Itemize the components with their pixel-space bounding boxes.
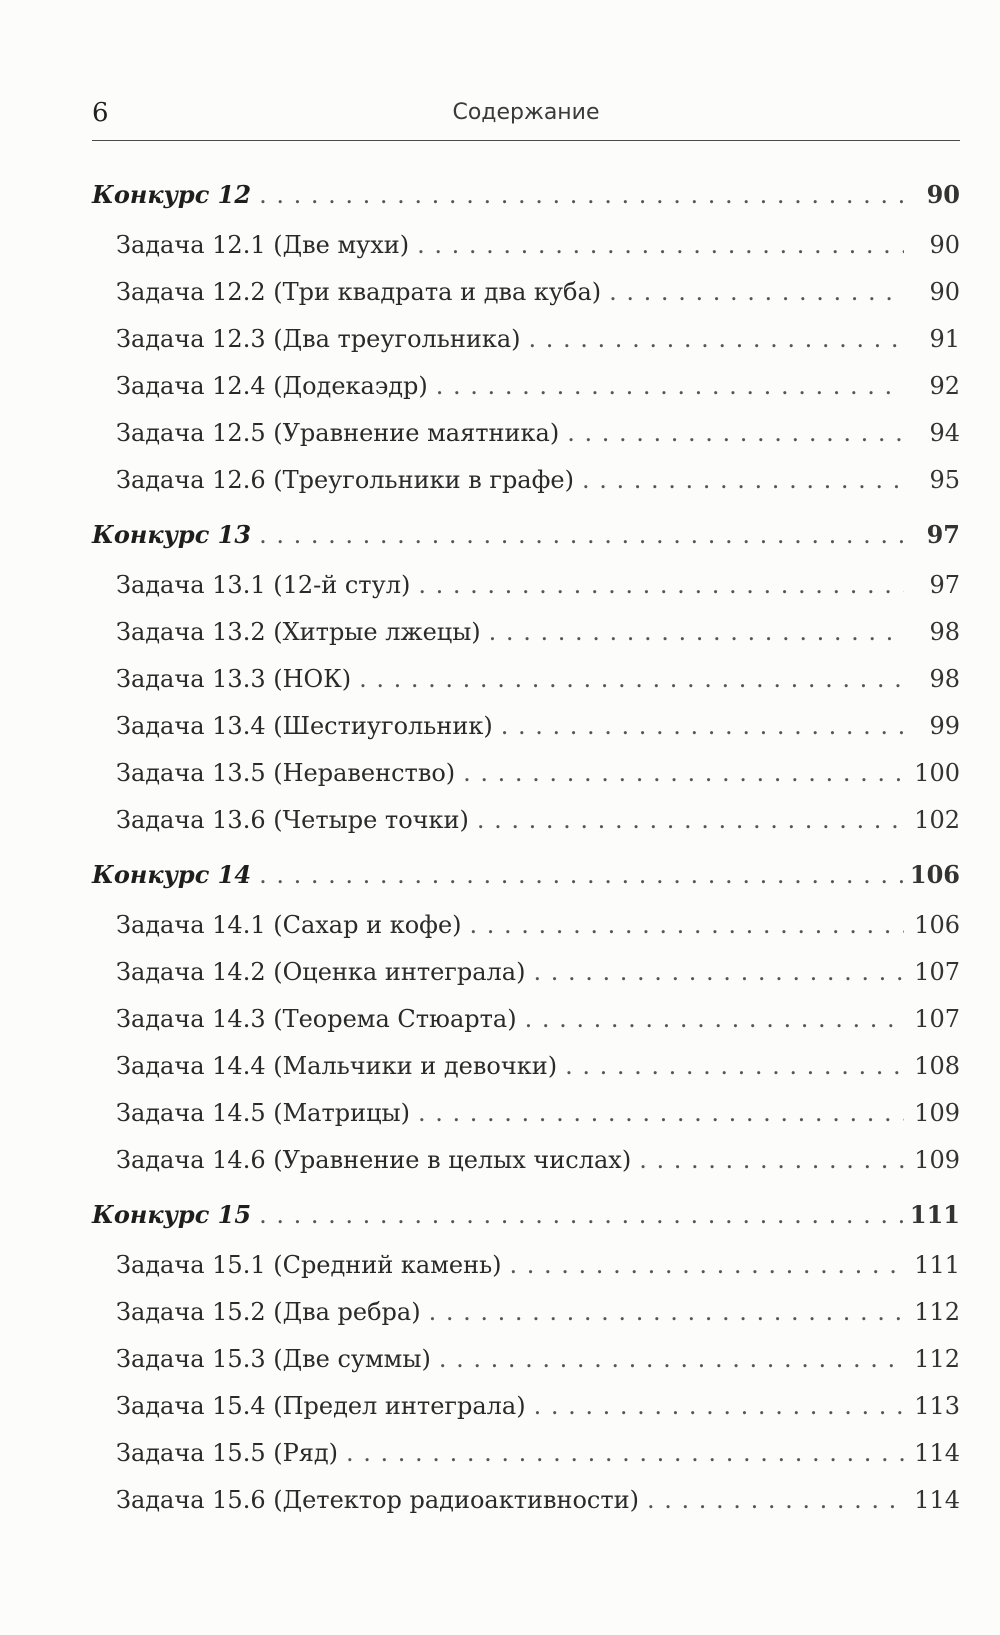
problem-entry[interactable] (92, 1043, 960, 1090)
problem-entry[interactable] (92, 222, 960, 269)
problem-title: Задача 15.2 (Два ребра) (116, 1298, 421, 1326)
dot-leader (436, 363, 904, 410)
dot-leader (418, 1090, 904, 1137)
problem-entry[interactable] (92, 797, 960, 844)
table-of-contents (92, 168, 960, 1528)
problem-entry[interactable] (92, 562, 960, 609)
problem-title: Задача 14.4 (Мальчики и девочки) (116, 1052, 558, 1080)
problem-entry[interactable] (92, 1383, 960, 1430)
problem-entry[interactable] (92, 902, 960, 949)
problem-entry[interactable] (92, 609, 960, 656)
running-head: Содержание (452, 100, 600, 125)
contest-title: Конкурс 15 (92, 1200, 252, 1229)
contest-title: Конкурс 12 (92, 180, 252, 209)
problem-title: Задача 15.4 (Предел интеграла) (116, 1392, 526, 1420)
dot-leader (501, 703, 904, 750)
problem-page: 90 (929, 278, 960, 306)
dot-leader (470, 902, 904, 949)
problem-title: Задача 13.5 (Неравенство) (116, 759, 456, 787)
problem-page: 97 (929, 571, 960, 599)
problem-title: Задача 12.3 (Два треугольника) (116, 325, 521, 353)
dot-leader (533, 949, 904, 996)
dot-leader (534, 1383, 904, 1430)
problem-title: Задача 12.4 (Додекаэдр) (116, 372, 428, 400)
problem-entry[interactable] (92, 1336, 960, 1383)
problem-title: Задача 14.5 (Матрицы) (116, 1099, 410, 1127)
dot-leader (346, 1430, 904, 1477)
problem-page: 92 (929, 372, 960, 400)
problem-title: Задача 13.1 (12-й стул) (116, 571, 411, 599)
problem-title: Задача 15.5 (Ряд) (116, 1439, 339, 1467)
dot-leader (259, 1188, 904, 1242)
contest-entry[interactable] (92, 848, 960, 902)
dot-leader (359, 656, 904, 703)
problem-entry[interactable] (92, 949, 960, 996)
problem-entry[interactable] (92, 1242, 960, 1289)
problem-title: Задача 12.2 (Три квадрата и два куба) (116, 278, 602, 306)
dot-leader (525, 996, 904, 1043)
problem-entry[interactable] (92, 316, 960, 363)
problem-title: Задача 15.3 (Две суммы) (116, 1345, 431, 1373)
problem-entry[interactable] (92, 1430, 960, 1477)
contest-page: 90 (926, 180, 960, 209)
problem-title: Задача 13.4 (Шестиугольник) (116, 712, 493, 740)
problem-page: 91 (929, 325, 960, 353)
contest-title: Конкурс 14 (92, 860, 252, 889)
dot-leader (647, 1477, 904, 1524)
problem-entry[interactable] (92, 1137, 960, 1184)
problem-title: Задача 14.6 (Уравнение в целых числах) (116, 1146, 632, 1174)
contest-entry[interactable] (92, 508, 960, 562)
problem-entry[interactable] (92, 1477, 960, 1524)
problem-page: 107 (914, 1005, 960, 1033)
problem-page: 113 (914, 1392, 960, 1420)
contest-title: Конкурс 13 (92, 520, 252, 549)
problem-entry[interactable] (92, 703, 960, 750)
problem-page: 107 (914, 958, 960, 986)
problem-entry[interactable] (92, 269, 960, 316)
dot-leader (565, 1043, 904, 1090)
problem-page: 108 (914, 1052, 960, 1080)
dot-leader (489, 609, 904, 656)
problem-entry[interactable] (92, 656, 960, 703)
problem-page: 98 (929, 665, 960, 693)
problem-entry[interactable] (92, 457, 960, 504)
problem-page: 102 (914, 806, 960, 834)
problem-title: Задача 14.3 (Теорема Стюарта) (116, 1005, 517, 1033)
problem-page: 90 (929, 231, 960, 259)
problem-entry[interactable] (92, 996, 960, 1043)
dot-leader (259, 848, 904, 902)
dot-leader (259, 508, 904, 562)
problem-entry[interactable] (92, 750, 960, 797)
problem-title: Задача 13.6 (Четыре точки) (116, 806, 469, 834)
toc-section (92, 848, 960, 1184)
problem-title: Задача 13.2 (Хитрые лжецы) (116, 618, 481, 646)
problem-page: 109 (914, 1146, 960, 1174)
problem-page: 95 (929, 466, 960, 494)
dot-leader (639, 1137, 904, 1184)
dot-leader (529, 316, 904, 363)
toc-section (92, 168, 960, 504)
problem-title: Задача 12.5 (Уравнение маятника) (116, 419, 560, 447)
dot-leader (259, 168, 904, 222)
problem-entry[interactable] (92, 1090, 960, 1137)
dot-leader (429, 1289, 904, 1336)
dot-leader (439, 1336, 904, 1383)
toc-section (92, 1188, 960, 1524)
problem-page: 94 (929, 419, 960, 447)
problem-title: Задача 14.2 (Оценка интеграла) (116, 958, 526, 986)
problem-page: 99 (929, 712, 960, 740)
problem-title: Задача 15.6 (Детектор радиоактивности) (116, 1486, 640, 1514)
problem-title: Задача 12.1 (Две мухи) (116, 231, 410, 259)
problem-page: 111 (914, 1251, 960, 1279)
page-number: 6 (92, 98, 109, 128)
contest-entry[interactable] (92, 168, 960, 222)
problem-page: 112 (914, 1345, 960, 1373)
dot-leader (418, 562, 904, 609)
problem-page: 98 (929, 618, 960, 646)
contest-page: 97 (926, 520, 960, 549)
dot-leader (582, 457, 904, 504)
problem-page: 114 (914, 1439, 960, 1467)
problem-title: Задача 15.1 (Средний камень) (116, 1251, 502, 1279)
problem-page: 114 (914, 1486, 960, 1514)
page-header (92, 88, 960, 141)
contest-entry[interactable] (92, 1188, 960, 1242)
toc-section (92, 508, 960, 844)
problem-page: 106 (914, 911, 960, 939)
dot-leader (609, 269, 904, 316)
dot-leader (510, 1242, 904, 1289)
problem-title: Задача 14.1 (Сахар и кофе) (116, 911, 462, 939)
dot-leader (463, 750, 904, 797)
problem-page: 109 (914, 1099, 960, 1127)
problem-entry[interactable] (92, 363, 960, 410)
problem-entry[interactable] (92, 1289, 960, 1336)
dot-leader (567, 410, 904, 457)
problem-title: Задача 13.3 (НОК) (116, 665, 352, 693)
problem-page: 112 (914, 1298, 960, 1326)
problem-entry[interactable] (92, 410, 960, 457)
problem-page: 100 (914, 759, 960, 787)
dot-leader (477, 797, 904, 844)
dot-leader (417, 222, 904, 269)
contest-page: 111 (909, 1200, 960, 1229)
contest-page: 106 (909, 860, 960, 889)
problem-title: Задача 12.6 (Треугольники в графе) (116, 466, 574, 494)
